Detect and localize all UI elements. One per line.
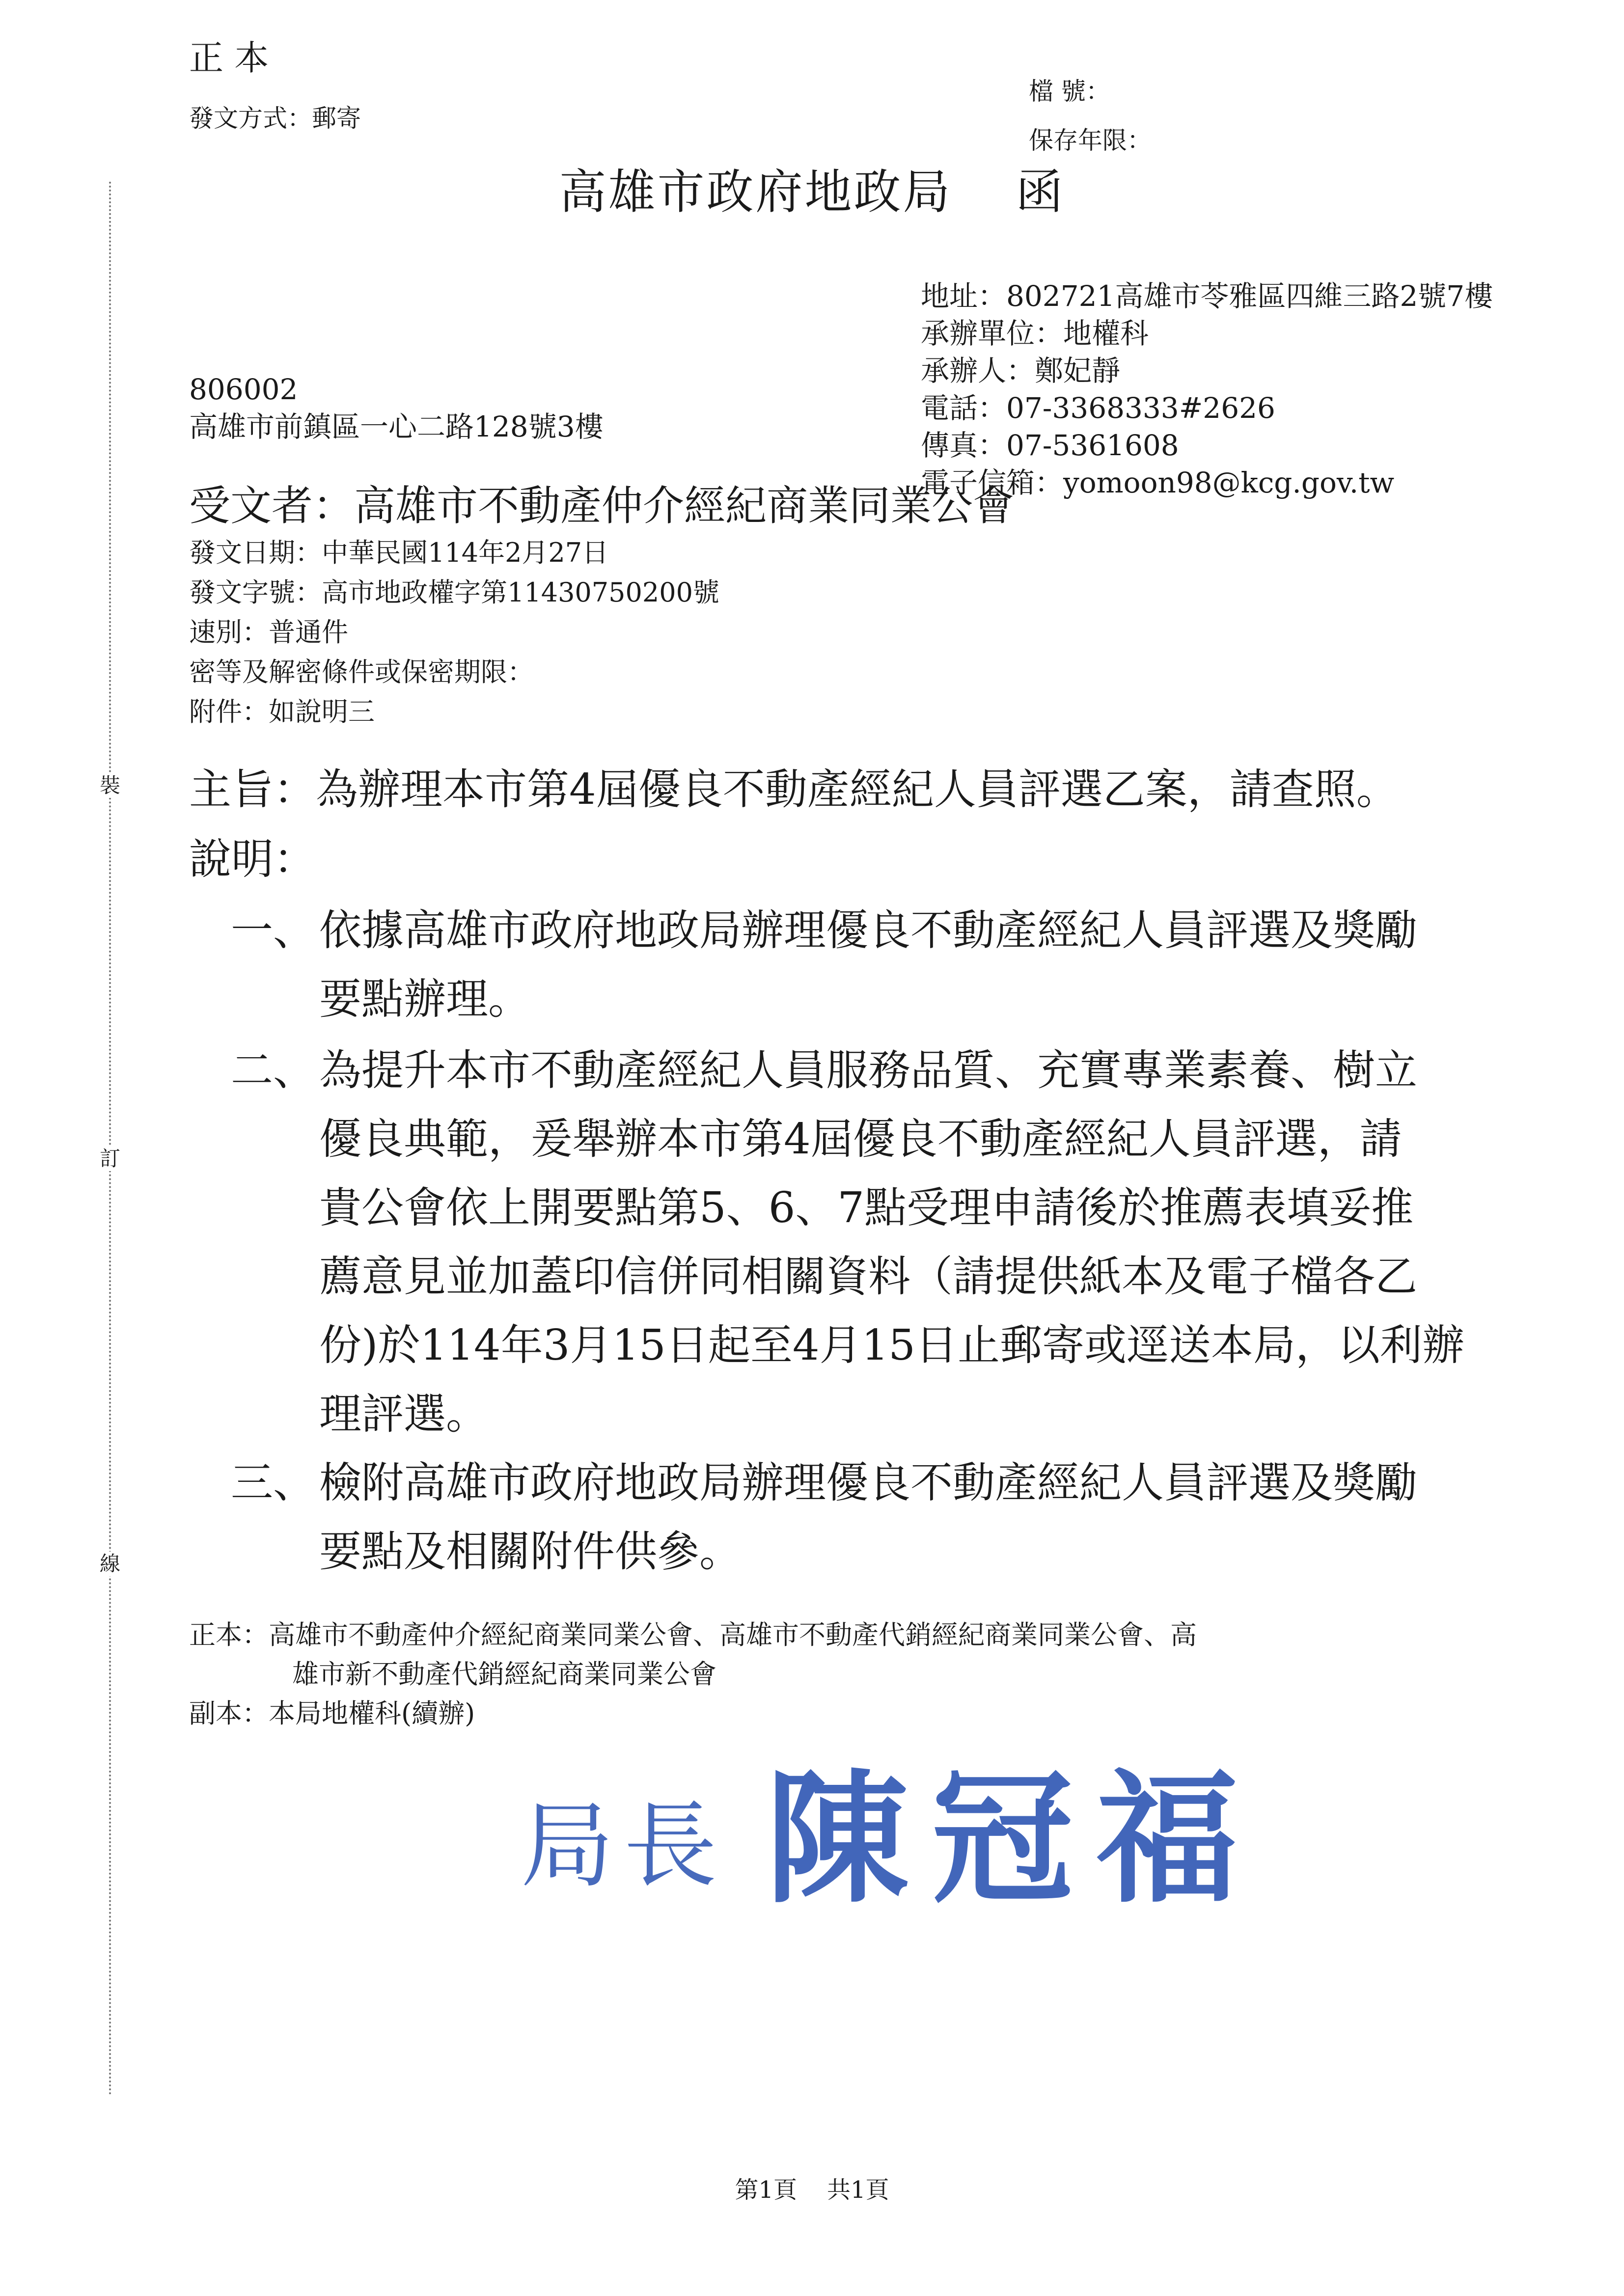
item-3-line: 檢附高雄市政府地政局辦理優良不動產經紀人員評選及獎勵 [319, 1458, 1417, 1507]
page-number: 第1頁 [735, 2176, 797, 2204]
recipient: 受文者：高雄市不動產仲介經紀商業同業公會 [189, 482, 1015, 530]
dispatch-method: 發文方式：郵寄 [189, 104, 361, 133]
item-body-3 [319, 1449, 1417, 1586]
item-2-line: 優良典範，爰舉辦本市第4屆優良不動產經紀人員評選，請 [319, 1115, 1402, 1164]
item-1-line: 要點辦理。 [319, 975, 530, 1024]
page-total: 共1頁 [827, 2176, 889, 2204]
distribution-original-line1: 正本：高雄市不動產仲介經紀商業同業公會、高雄市不動產代銷經紀商業同業公會、高 [189, 1619, 1197, 1650]
sender-address: 地址：802721高雄市苓雅區四維三路2號7樓 [921, 279, 1493, 313]
item-number-1: 一、 [231, 906, 315, 955]
item-2-line: 份)於114年3月15日起至4月15日止郵寄或逕送本局，以利辦 [319, 1321, 1464, 1370]
signature-name-stamp: 陳冠福 [766, 1755, 1261, 1922]
attachment-note: 附件：如說明三 [189, 696, 375, 727]
item-2-line: 貴公會依上開要點第5、6、7點受理申請後於推薦表填妥推 [319, 1183, 1414, 1232]
document-title [0, 155, 1624, 222]
file-number: 檔 號： [1029, 77, 1110, 106]
page-footer [0, 2173, 1624, 2207]
binding-mark-xian: 線 [99, 1552, 120, 1576]
item-1-line: 依據高雄市政府地政局辦理優良不動產經紀人員評選及獎勵 [319, 906, 1417, 955]
item-2-line: 理評選。 [319, 1390, 488, 1439]
sender-email: 電子信箱：yomoon98@kcg.gov.tw [921, 466, 1395, 499]
speed-category: 速別：普通件 [189, 617, 348, 648]
sender-phone: 電話：07-3368333#2626 [921, 391, 1275, 425]
item-2-line: 為提升本市不動產經紀人員服務品質、充實專業素養、樹立 [319, 1046, 1417, 1095]
copy-type-label: 正 本 [189, 38, 269, 78]
reference-number: 發文字號：高市地政權字第11430750200號 [189, 577, 719, 608]
sender-fax: 傳真：07-5361608 [921, 429, 1179, 462]
item-number-2: 二、 [231, 1046, 315, 1095]
recipient-mailing-address [189, 371, 604, 445]
agency-name: 高雄市政府地政局 [559, 164, 952, 219]
item-number-3: 三、 [231, 1458, 315, 1507]
document-type: 函 [1016, 164, 1065, 219]
secrecy-level: 密等及解密條件或保密期限： [189, 656, 534, 687]
retention-period: 保存年限： [1029, 126, 1152, 155]
distribution-original-line2: 雄市新不動產代銷經紀商業同業公會 [292, 1659, 716, 1690]
binding-mark-zhuang: 裝 [99, 773, 120, 797]
document-meta [189, 533, 719, 732]
explanation-label: 說明： [189, 835, 316, 884]
subject: 主旨：為辦理本市第4屆優良不動產經紀人員評選乙案，請查照。 [189, 765, 1399, 814]
binding-mark-ding: 訂 [99, 1147, 120, 1171]
recipient-postal-code: 806002 [189, 373, 298, 406]
item-body-1 [319, 896, 1417, 1034]
sender-unit: 承辦單位：地權科 [921, 317, 1149, 350]
item-body-2 [319, 1036, 1464, 1449]
distribution-copy: 副本：本局地權科(續辦) [189, 1698, 475, 1729]
signature-title-stamp: 局長 [521, 1792, 727, 1900]
item-2-line: 薦意見並加蓋印信併同相關資料（請提供紙本及電子檔各乙 [319, 1252, 1417, 1301]
sender-info [921, 277, 1493, 501]
item-3-line: 要點及相關附件供參。 [319, 1527, 742, 1576]
binding-line [109, 182, 111, 2097]
recipient-street-address: 高雄市前鎮區一心二路128號3樓 [189, 410, 604, 443]
issue-date: 發文日期：中華民國114年2月27日 [189, 537, 609, 568]
sender-officer: 承辦人：鄭妃靜 [921, 354, 1121, 387]
